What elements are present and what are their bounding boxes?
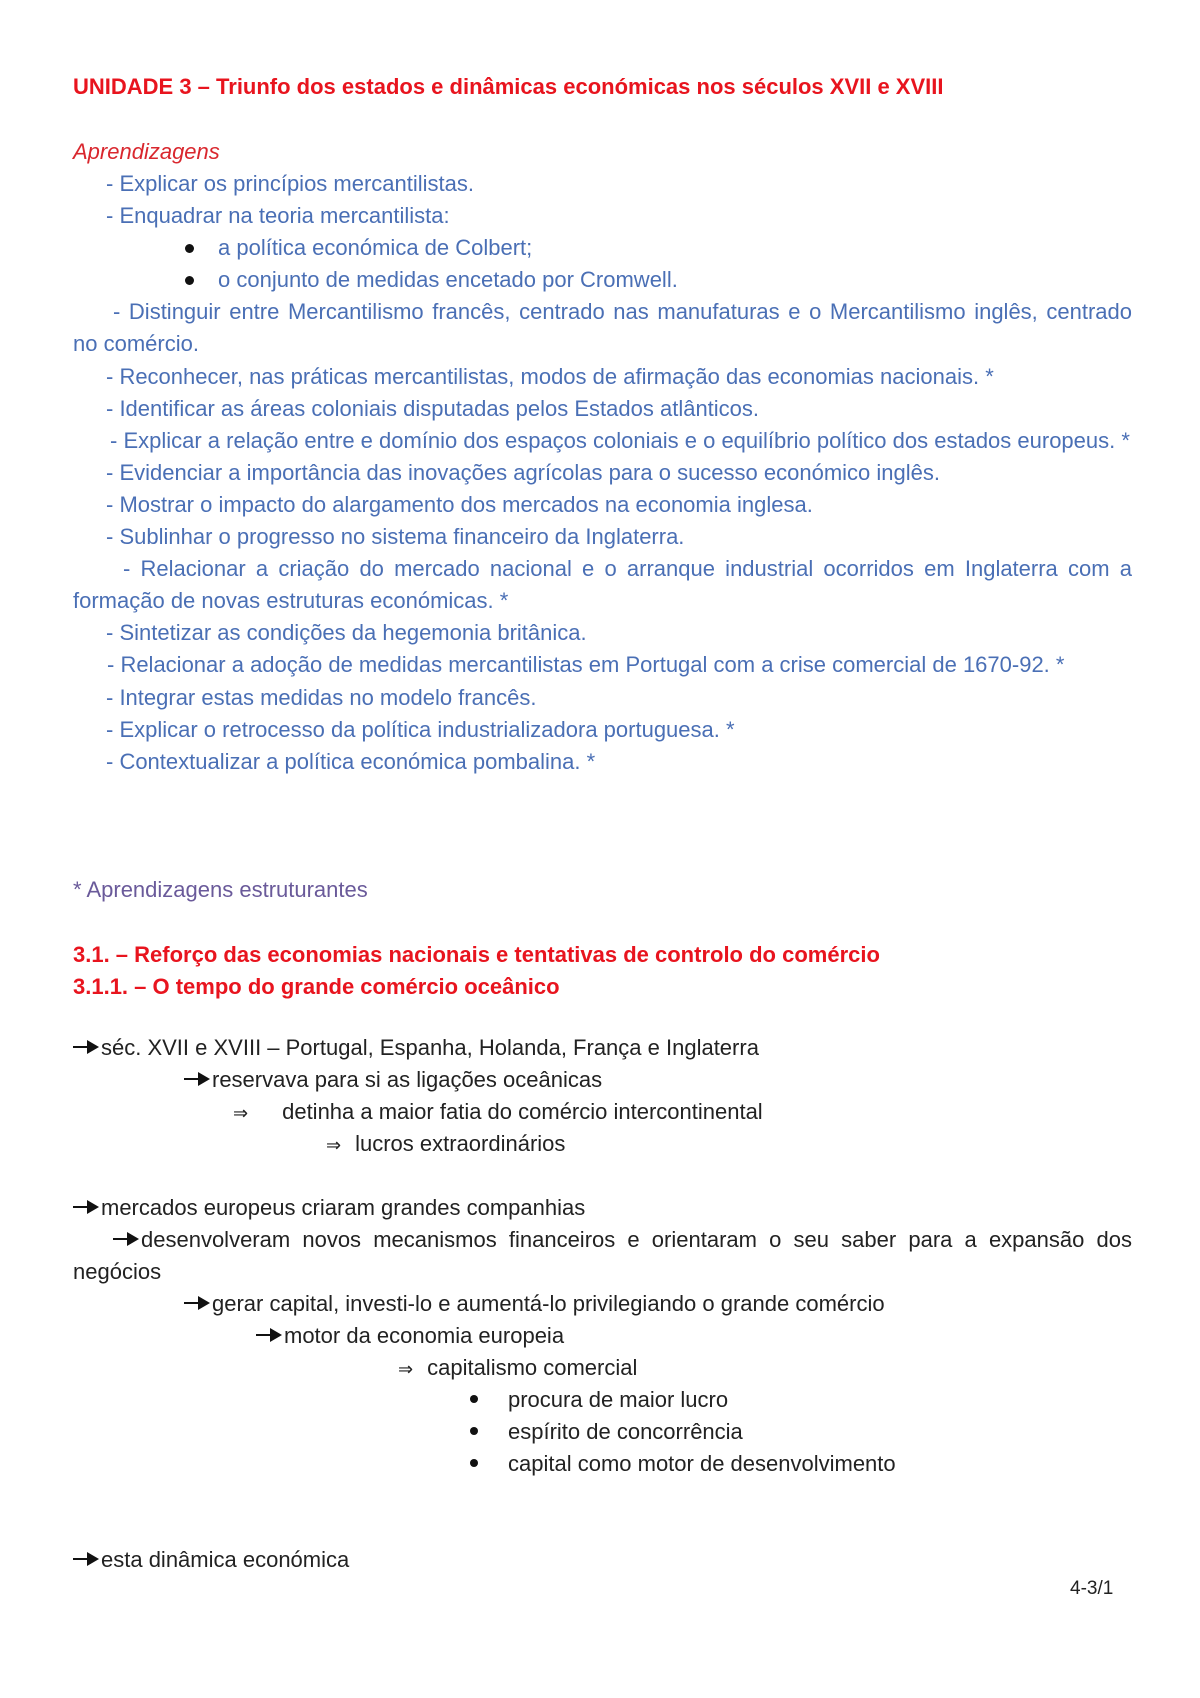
implies-icon: ⇒ xyxy=(398,1359,414,1379)
arrow-right-icon xyxy=(73,1552,99,1566)
flow-item: ⇒ lucros extraordinários xyxy=(326,1128,565,1161)
bullet-icon xyxy=(470,1395,478,1403)
arrow-right-icon xyxy=(184,1296,210,1310)
learning-subitem xyxy=(73,264,1132,296)
flow-item: gerar capital, investi-lo e aumentá-lo privilegiando o grande comércio xyxy=(184,1288,885,1320)
flow-bullet: espírito de concorrência xyxy=(470,1416,743,1448)
learning-item: - Reconhecer, nas práticas mercantilistas, modos de afirmação das economias nacionais. * xyxy=(106,363,994,389)
learning-item: - Distinguir entre Mercantilismo francês, centrado nas manufaturas e o Mercantilismo inglês, centrado no comércio. xyxy=(73,299,1132,357)
arrow-right-icon xyxy=(113,1232,139,1246)
page-number: 4-3/1 xyxy=(1070,1578,1114,1599)
flow-item: mercados europeus criaram grandes companhias xyxy=(73,1192,585,1224)
unit-title: UNIDADE 3 – Triunfo dos estados e dinâmicas económicas nos séculos XVII e XVIII xyxy=(73,74,944,99)
arrow-right-icon xyxy=(256,1328,282,1342)
learning-item: - Explicar os princípios mercantilistas. xyxy=(106,171,475,196)
flow-item: séc. XVII e XVIII – Portugal, Espanha, Holanda, França e Inglaterra xyxy=(73,1032,759,1064)
implies-icon: ⇒ xyxy=(326,1135,342,1155)
flow-bullet: procura de maior lucro xyxy=(470,1384,728,1416)
learning-item: - Explicar a relação entre e domínio dos espaços coloniais e o equilíbrio político dos estados europeus. * xyxy=(110,427,1130,453)
bullet-icon xyxy=(185,276,194,285)
flow-item: reservava para si as ligações oceânicas xyxy=(184,1064,602,1096)
learning-item: - Identificar as áreas coloniais disputadas pelos Estados atlânticos. xyxy=(106,395,760,421)
learning-subitem-text: a política económica de Colbert; xyxy=(218,235,533,261)
arrow-right-icon xyxy=(184,1072,210,1086)
flow-bullet: capital como motor de desenvolvimento xyxy=(470,1448,896,1480)
learning-item: - Mostrar o impacto do alargamento dos mercados na economia inglesa. xyxy=(106,491,813,517)
learning-item: - Contextualizar a política económica pombalina. * xyxy=(106,748,596,774)
bullet-icon xyxy=(470,1459,478,1467)
learning-item: - Sintetizar as condições da hegemonia britânica. xyxy=(106,620,587,646)
learning-item: - Sublinhar o progresso no sistema financeiro da Inglaterra. xyxy=(106,524,685,550)
flow-item: ⇒ detinha a maior fatia do comércio intercontinental xyxy=(233,1096,763,1129)
learning-item: - Enquadrar na teoria mercantilista: xyxy=(106,203,450,229)
bullet-icon xyxy=(470,1427,478,1435)
flow-item: esta dinâmica económica xyxy=(73,1544,349,1576)
learnings-list xyxy=(73,168,1132,778)
arrow-right-icon xyxy=(73,1040,99,1054)
learning-item: - Integrar estas medidas no modelo francês. xyxy=(106,684,537,710)
flow-item: motor da economia europeia xyxy=(256,1320,564,1352)
learning-subitem xyxy=(73,232,1132,264)
learning-item: - Evidenciar a importância das inovações agrícolas para o sucesso económico inglês. xyxy=(106,459,940,485)
flow-item: ⇒ capitalismo comercial xyxy=(398,1352,637,1385)
section-heading: 3.1. – Reforço das economias nacionais e tentativas de controlo do comércio xyxy=(73,942,880,967)
bullet-icon xyxy=(185,244,194,253)
learning-item: - Explicar o retrocesso da política industrializadora portuguesa. * xyxy=(106,716,735,742)
learning-subitem-text: o conjunto de medidas encetado por Cromwell. xyxy=(218,267,678,293)
structuring-note: * Aprendizagens estruturantes xyxy=(73,877,368,902)
learning-item: - Relacionar a criação do mercado nacional e o arranque industrial ocorridos em Inglaterra com a formação de novas estruturas económicas. * xyxy=(73,556,1132,614)
arrow-right-icon xyxy=(73,1200,99,1214)
flow-item: desenvolveram novos mecanismos financeiros e orientaram o seu saber para a expansão dos negócios xyxy=(73,1227,1132,1284)
subsection-heading: 3.1.1. – O tempo do grande comércio oceânico xyxy=(73,974,560,999)
learnings-heading: Aprendizagens xyxy=(73,139,220,164)
learning-item: - Relacionar a adoção de medidas mercantilistas em Portugal com a crise comercial de 1670-92. * xyxy=(107,652,1065,678)
implies-icon: ⇒ xyxy=(233,1103,249,1123)
